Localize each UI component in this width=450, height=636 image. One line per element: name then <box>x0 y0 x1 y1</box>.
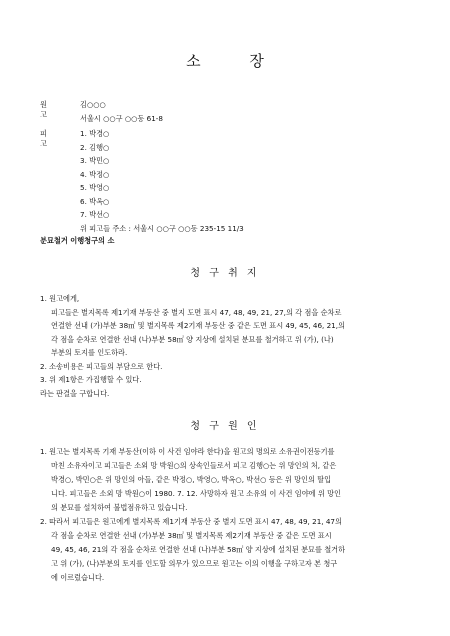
claim-line: 1. 원고에게, <box>40 294 80 303</box>
cause-line: 각 점을 순차로 연결한 선내 (가)부분 38㎡ 및 별지목록 제2기재 부동산 중 같은 도면 표시 <box>51 531 332 540</box>
cause-line: 박경○, 박민○은 위 망인의 아들, 같은 박정○, 박영○, 박옥○, 박선○ 등은 위 망인의 딸입 <box>51 475 332 484</box>
claim-line: 각 점을 순차로 연결한 선내 (나)부분 58㎡ 양 지상에 설치된 분묘를 철거하고 위 (가), (나) <box>51 335 334 344</box>
claim-line: 부분의 토지를 인도하라. <box>51 348 128 357</box>
case-name: 분묘철거 이행청구의 소 <box>40 236 115 245</box>
defendant-name: 1. 박경○ <box>80 129 110 138</box>
cause-line: 49, 45, 46, 21의 각 점을 순차로 연결한 선내 (나)부분 58㎡ 양 지상에 설치된 분묘를 철거하 <box>51 545 346 554</box>
defendant-name: 3. 박민○ <box>80 156 110 165</box>
cause-heading: 청 구 원 인 <box>190 421 260 432</box>
defendant-name: 2. 김행○ <box>80 142 110 152</box>
defendants-label: 피 고 <box>40 129 58 148</box>
plaintiff-label: 원 고 <box>40 100 58 119</box>
cause-line: 에 이르렀습니다. <box>51 573 105 582</box>
cause-line: 마친 소유자이고 피고들은 소외 망 박원○의 상속인들로서 피고 김행○는 위 망인의 처, 같은 <box>51 461 337 470</box>
document-title: 소 장 <box>186 52 286 70</box>
plaintiff-name: 김○○○ <box>80 100 106 109</box>
defendant-name: 5. 박영○ <box>80 183 110 192</box>
claim-line: 2. 소송비용은 피고들의 부담으로 한다. <box>40 362 163 371</box>
plaintiff-address: 서울시 ○○구 ○○동 61-8 <box>80 114 163 123</box>
claim-heading: 청 구 취 지 <box>190 268 260 279</box>
claim-line: 3. 위 제1항은 가집행할 수 있다. <box>40 375 142 384</box>
cause-line: 1. 원고는 별지목록 기재 부동산(이하 이 사건 임야라 한다)을 원고의 명의로 소유권이전등기를 <box>40 447 335 456</box>
claim-line: 피고들은 별지목록 제1기재 부동산 중 별지 도면 표시 47, 48, 49, 21, 27,의 각 점을 순차로 <box>51 308 342 317</box>
cause-line: 의 분묘를 설치하여 불법점유하고 있습니다. <box>51 503 188 512</box>
claim-line: 라는 판결을 구합니다. <box>40 389 110 398</box>
cause-line: 고 위 (가), (나)부분의 토지를 인도할 의무가 있으므로 원고는 이의 이행을 구하고자 본 청구 <box>51 559 338 568</box>
defendants-address: 위 피고들 주소 : 서울시 ○○구 ○○동 235-15 11/3 <box>80 223 244 233</box>
claim-line: 연결한 선내 (가)부분 38㎡ 및 별지목록 제2기재 부동산 중 같은 도면 표시 49, 45, 46, 21,의 <box>51 321 345 330</box>
defendant-name: 7. 박선○ <box>80 210 110 219</box>
defendant-name: 4. 박정○ <box>80 169 110 179</box>
cause-line: 2. 따라서 피고들은 원고에게 별지목록 제1기재 부동산 중 별지 도면 표시 47, 48, 49, 21, 47의 <box>40 517 342 526</box>
defendant-name: 6. 박옥○ <box>80 196 110 206</box>
cause-line: 니다. 피고들은 소외 망 박원○이 1980. 7. 12. 사망하자 원고 소유의 이 사건 임야에 위 망인 <box>51 489 341 498</box>
